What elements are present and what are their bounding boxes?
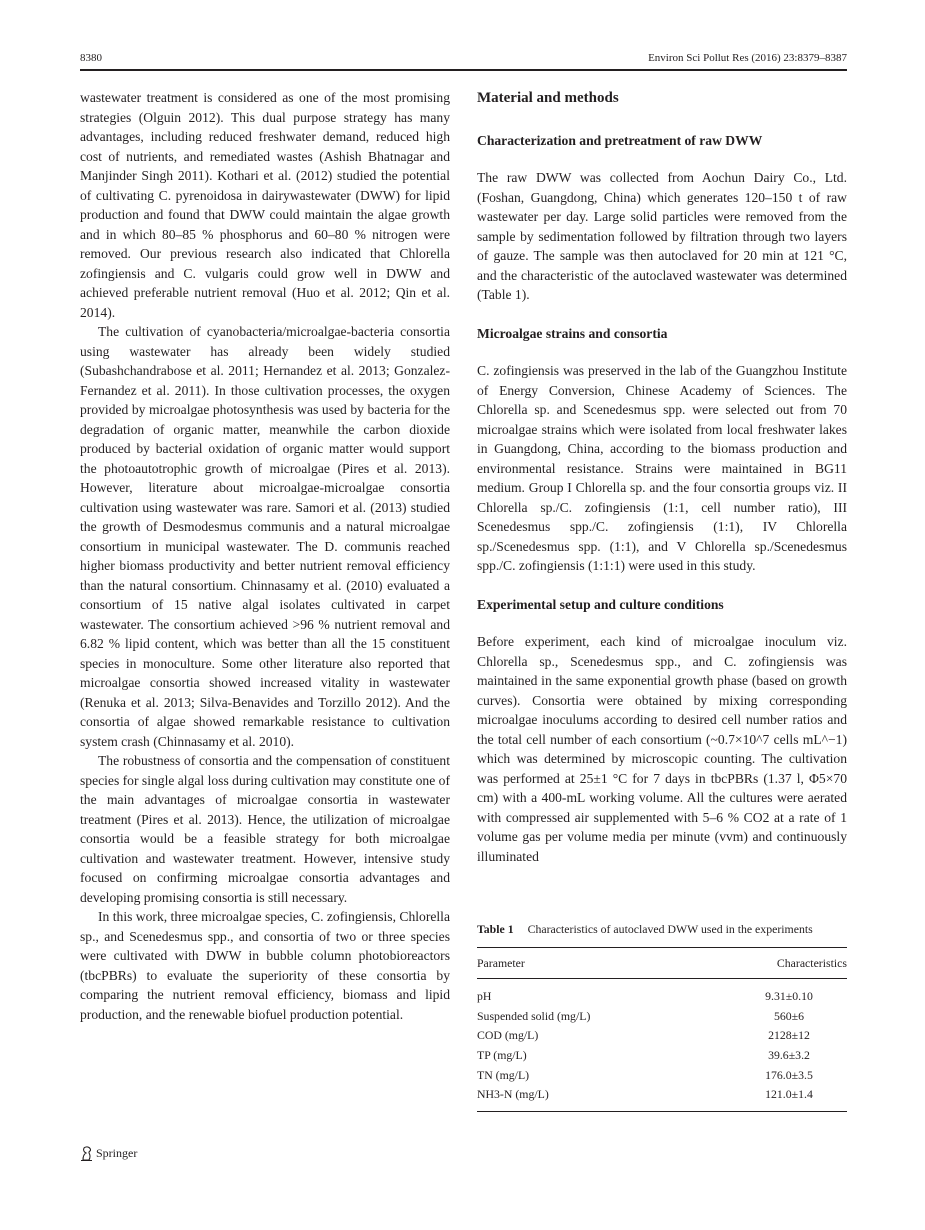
section-title: Material and methods [477,90,619,106]
springer-horse-icon [80,1146,93,1161]
paragraph: In this work, three microalgae species, C. zofingiensis, Chlorella sp., and Scenedesmus spp., and consortia of two or three species were cultivated with DWW in bubble column photobioreactors (tbcPBRs) to evaluate the superiority of these consortia by comparing the nutrient removal efficiency, biomass and lipid production, and the renewable biofuel production potential. [80,909,450,1022]
page-number: 8380 [80,52,102,64]
subsection-title: Characterization and pretreatment of raw DWW [477,132,763,148]
left-column [80,88,450,1024]
publisher-footer [80,1146,137,1161]
paragraph: C. zofingiensis was preserved in the lab of the Guangzhou Institute of Energy Conversion, Chinese Academy of Sciences. The Chlorella sp. and Scenedesmus spp. were selected out from 70 microalgae strains which were isolated from local freshwater lakes in Guangdong, China, according to the biomass production and environmental resistance. Strains were maintained in BG11 medium. Group I Chlorella sp. and the four consortia groups viz. II Chlorella sp./C. zofingiensis (1:1, cell number ratio), III Scenedesmus spp./C. zofingiensis (1:1), IV Chlorella sp./Scenedesmus spp. (1:1), and V Chlorella sp./Scenedesmus spp./C. zofingiensis (1:1:1) were used in this study. [477,363,847,573]
header-rule [80,69,847,71]
table-cell: TP (mg/L) [477,1048,527,1063]
paragraph: The raw DWW was collected from Aochun Dairy Co., Ltd. (Foshan, Guangdong, China) which generates 120–150 t of raw wastewater per day. Large solid particles were removed from the sample by sedimentation followed by filtration through two layers of gauze. The sample was then autoclaved for 20 min at 121 °C, and the characteristic of the autoclaved wastewater was determined (Table 1). [477,170,847,302]
table-1 [477,922,847,1112]
running-header [80,52,847,70]
right-column [477,88,847,866]
table-cell: COD (mg/L) [477,1028,539,1043]
table-row [477,1046,847,1066]
table-cell: Suspended solid (mg/L) [477,1008,591,1023]
publisher-name: Springer [96,1146,138,1160]
table-row [477,1085,847,1105]
column-header: Parameter [477,956,525,970]
table-row [477,1026,847,1046]
table-cell: 176.0±3.5 [765,1067,813,1082]
paragraph: wastewater treatment is considered as one of the most promising strategies (Olguin 2012). This dual purpose strategy has many advantages, including reduced freshwater demand, reduced high cost of nutrients, and remediated wastes (Ashish Bhatnagar and Manjinder Singh 2011). Kothari et al. (2012) studied the potential of cultivating C. pyrenoidosa in dairywastewater (DWW) for lipid production and found that DWW could maintain the algae growth and in which 80–85 % phosphorus and 60–80 % nitrogen were removed. Our previous research also indicated that Chlorella zofingiensis and C. vulgaris could grow well in DWW and achieved preferable nutrient removal (Huo et al. 2012; Qin et al. 2014). [80,90,450,320]
table-cell: 560±6 [773,1008,805,1023]
table-row [477,987,847,1007]
column-header: Characteristics [776,956,847,970]
journal-citation: Environ Sci Pollut Res (2016) 23:8379–8387 [648,52,847,64]
subsection-title: Experimental setup and culture conditions [477,596,724,612]
table-header-row [477,948,847,978]
table-row [477,1066,847,1086]
table-row [477,1007,847,1027]
table-cell: 2128±12 [768,1028,810,1043]
paragraph: The cultivation of cyanobacteria/microalgae-bacteria consortia using wastewater has already been widely studied (Subashchandrabose et al. 2011; Hernandez et al. 2013; Gonzalez-Fernandez et al. 2011). In those cultivation processes, the oxygen provided by microalgae photosynthesis was used by bacteria for the degradation of organic matter, meanwhile the carbon dioxide produced by bacterial oxidation of organic matter would support the photoautotrophic growth of microalgae (Pires et al. 2013). However, literature about microalgae-microalgae consortia cultivation using wastewater was rare. Samori et al. (2013) studied the growth of Desmodesmus communis and a natural microalgae consortium in municipal wastewater. The D. communis reached higher biomass productivity and better nutrient removal efficiency than the natural consortium. Chinnasamy et al. (2010) evaluated a consortium of 15 native algal isolates cultivated in carpet wastewater. The consortium achieved >96 % nutrient removal and 6.82 % lipid content, which was better than all the 15 constituent species in monoculture. Some other literature also reported that microalgae consortia showed increased vitality in wastewater (Renuka et al. 2013; Silva-Benavides and Torzillo 2012). And the consortia of algae showed remarkable resistance to cultivation system crash (Chinnasamy et al. 2010). [80,324,450,749]
table-caption [477,922,847,937]
table-cell: pH [477,989,492,1003]
table-cell: 121.0±1.4 [765,1087,813,1102]
table-label: Table 1 [477,922,514,936]
paragraph: The robustness of consortia and the compensation of constituent species for single algal loss during cultivation may constitute one of the main advantages of microalgae consortia in wastewater treatment (Pires et al. 2013). Hence, the utilization of microalgae consortia would be a feasible strategy for both microalgae cultivation and wastewater treatment. However, intensive study focused on confirming microalgae consortia advantages and developing promising consortia is still necessary. [80,753,450,905]
table-body [477,979,847,1111]
table-cell: TN (mg/L) [477,1067,530,1082]
table-cell: NH3-N (mg/L) [477,1087,549,1102]
table-caption-text: Characteristics of autoclaved DWW used in the experiments [527,922,813,936]
table-cell: 9.31±0.10 [765,989,813,1003]
paragraph: Before experiment, each kind of microalgae inoculum viz. Chlorella sp., Scenedesmus spp., and C. zofingiensis was maintained in the same exponential growth phase (based on growth curves). Consortia were obtained by mixing corresponding microalgae inoculums according to desired cell number ratios and the total cell number of each consortium (~0.7×10^7 cells mL^−1) which was determined by microscopic counting. The cultivation was performed at 25±1 °C for 7 days in tbcPBRs (1.37 l, Φ5×70 cm) with a 400-mL working volume. All the cultures were aerated with compressed air supplemented with 5–6 % CO2 at a rate of 1 volume gas per volume media per minute (vvm) and continuously illuminated [477,634,847,864]
table-cell: 39.6±3.2 [768,1048,810,1063]
subsection-title: Microalgae strains and consortia [477,325,668,341]
table-bottom-rule [477,1111,847,1112]
